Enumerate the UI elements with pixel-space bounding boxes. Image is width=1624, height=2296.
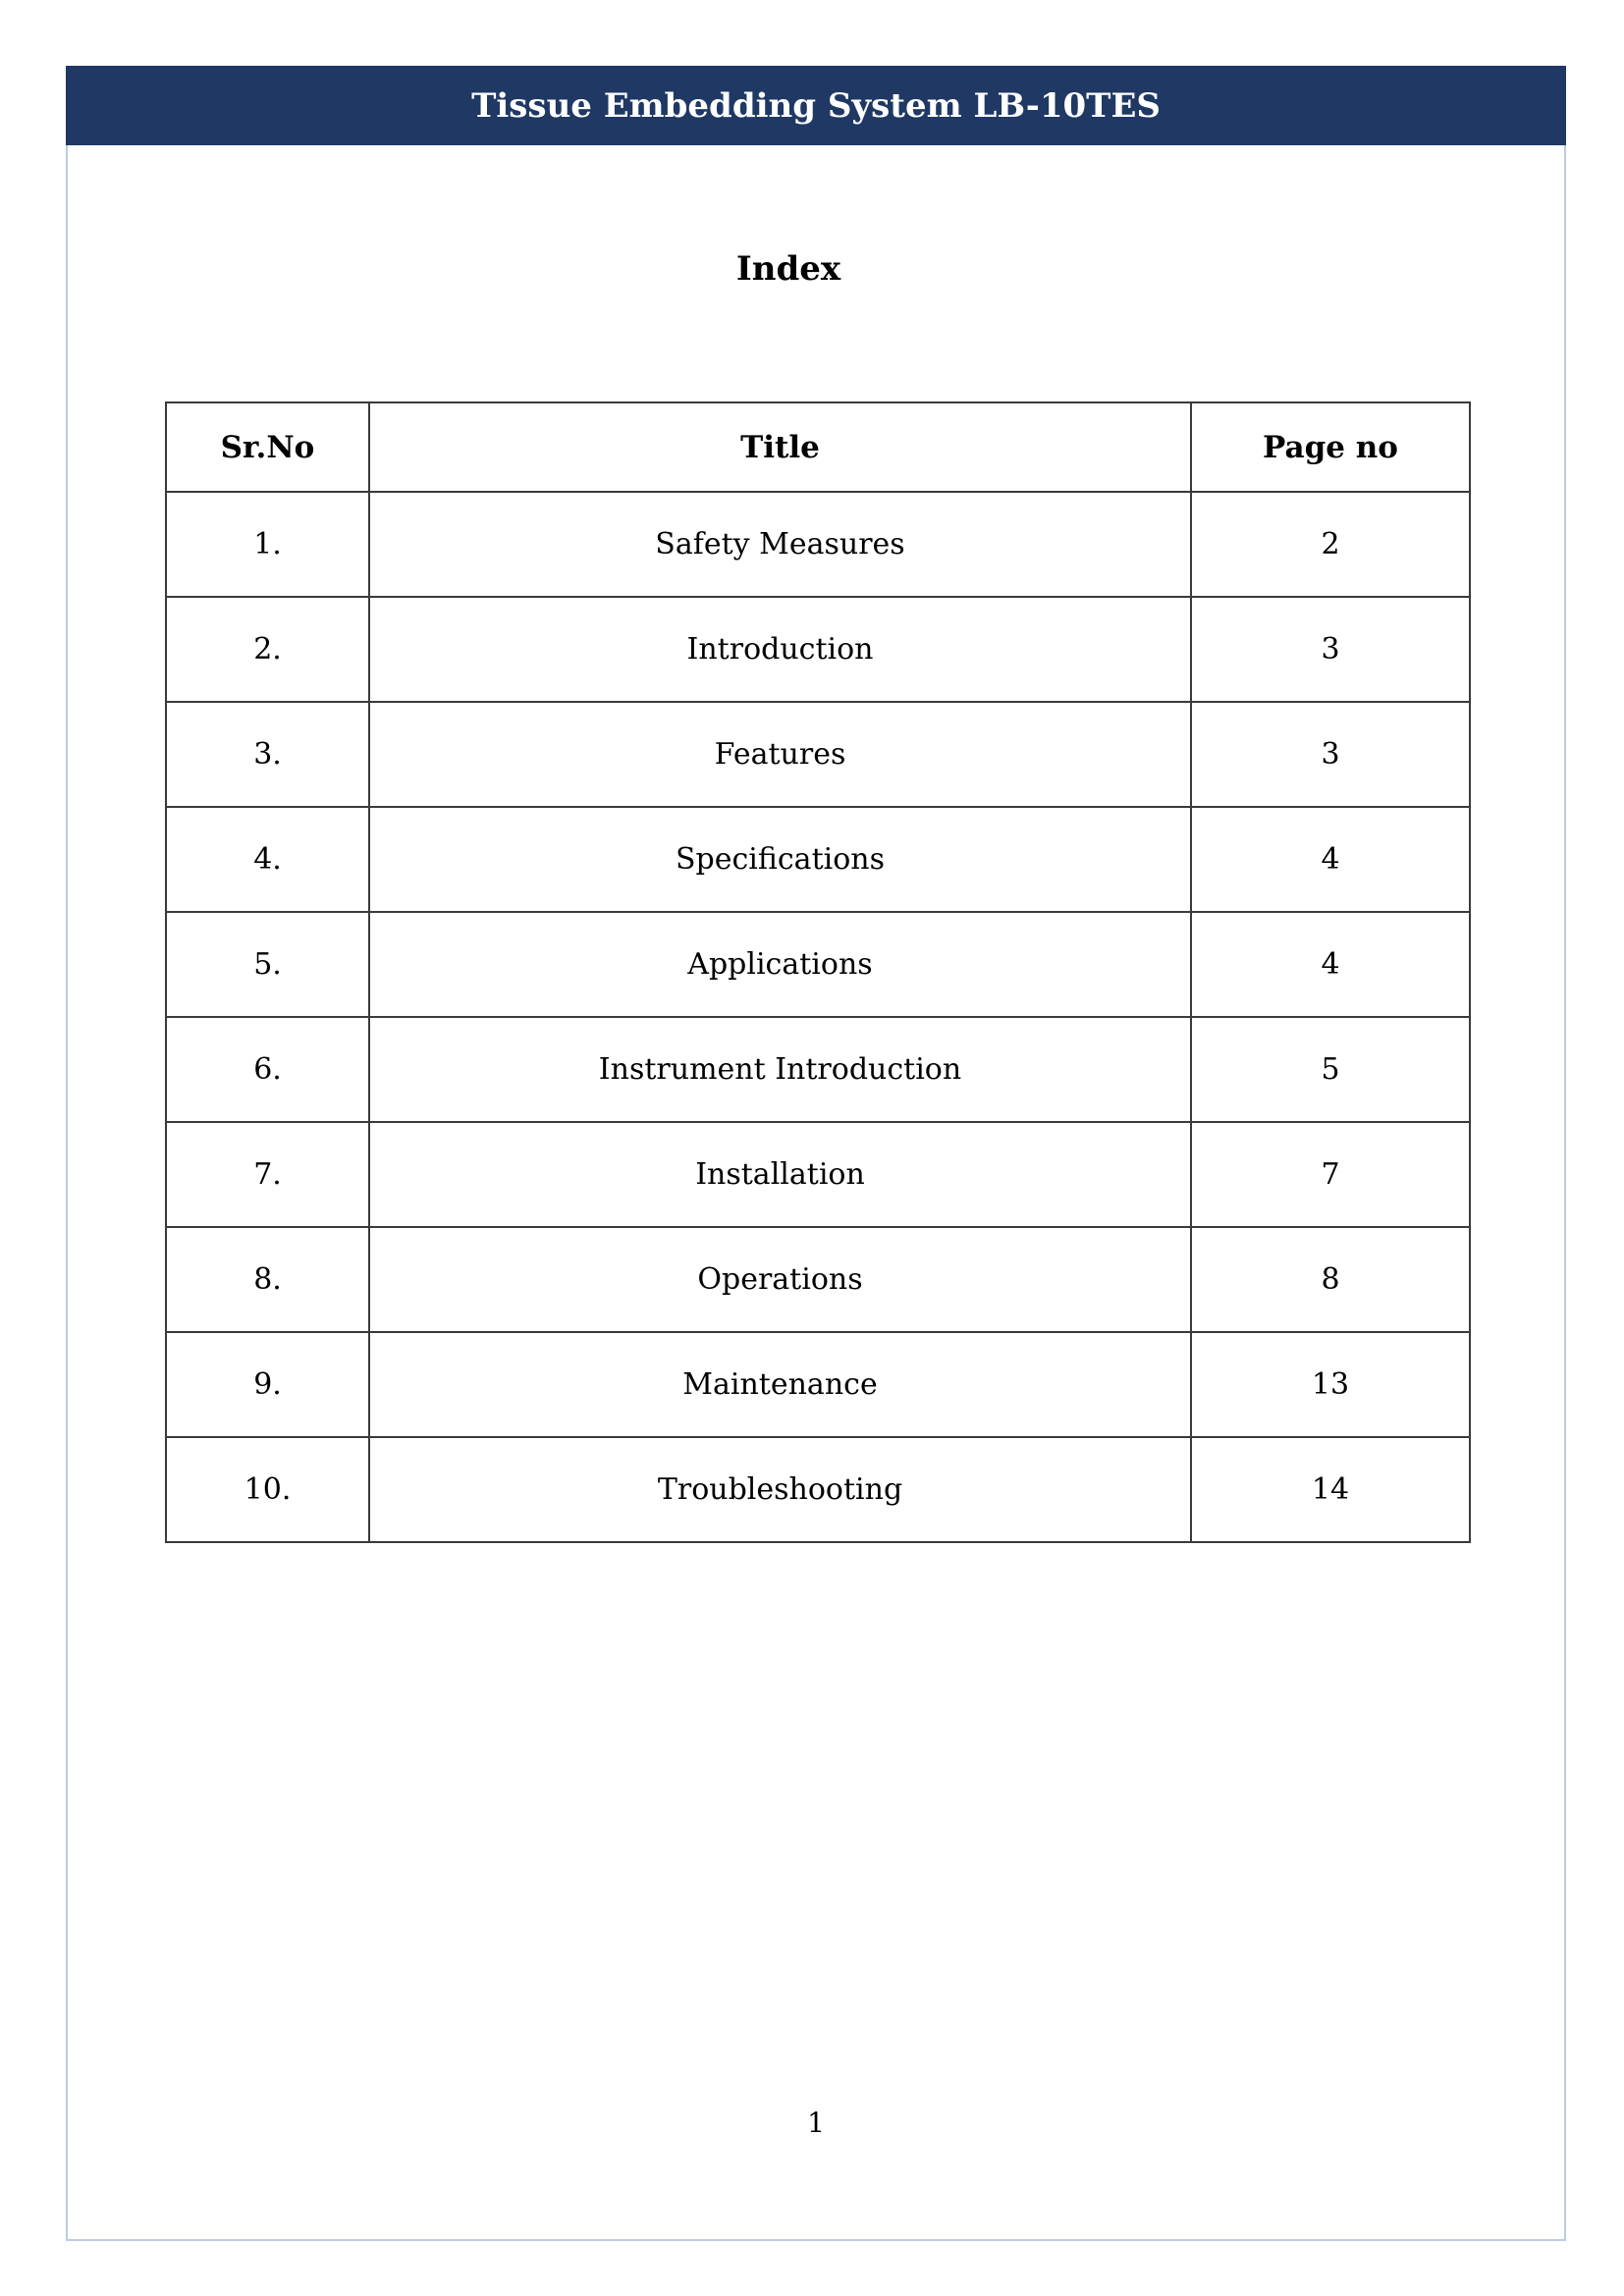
- table-row: [166, 1437, 1470, 1542]
- row-srno: 1.: [166, 492, 369, 597]
- table-row: [166, 1017, 1470, 1122]
- page-title: Index: [735, 249, 841, 289]
- row-page: 13: [1191, 1332, 1470, 1437]
- row-title: Specifications: [369, 807, 1191, 912]
- row-title: Operations: [369, 1227, 1191, 1332]
- table-row: [166, 1122, 1470, 1227]
- column-header-title: Title: [369, 402, 1191, 492]
- row-page: 5: [1191, 1017, 1470, 1122]
- column-header-page: Page no: [1191, 402, 1470, 492]
- table-row: [166, 807, 1470, 912]
- row-title: Applications: [369, 912, 1191, 1017]
- row-title: Installation: [369, 1122, 1191, 1227]
- row-srno: 4.: [166, 807, 369, 912]
- row-title: Safety Measures: [369, 492, 1191, 597]
- row-page: 4: [1191, 912, 1470, 1017]
- row-title: Features: [369, 702, 1191, 807]
- document-title: Tissue Embedding System LB-10TES: [471, 85, 1161, 126]
- row-srno: 5.: [166, 912, 369, 1017]
- row-srno: 9.: [166, 1332, 369, 1437]
- row-srno: 3.: [166, 702, 369, 807]
- row-srno: 10.: [166, 1437, 369, 1542]
- row-title: Instrument Introduction: [369, 1017, 1191, 1122]
- row-page: 4: [1191, 807, 1470, 912]
- table-row: [166, 492, 1470, 597]
- row-page: 8: [1191, 1227, 1470, 1332]
- table-row: [166, 912, 1470, 1017]
- row-srno: 8.: [166, 1227, 369, 1332]
- table-row: [166, 1332, 1470, 1437]
- row-page: 2: [1191, 492, 1470, 597]
- row-srno: 2.: [166, 597, 369, 702]
- table-header-row: [166, 402, 1470, 492]
- document-header: [66, 66, 1566, 145]
- row-srno: 7.: [166, 1122, 369, 1227]
- column-header-srno: Sr.No: [166, 402, 369, 492]
- row-page: 7: [1191, 1122, 1470, 1227]
- row-srno: 6.: [166, 1017, 369, 1122]
- table-row: [166, 702, 1470, 807]
- row-title: Troubleshooting: [369, 1437, 1191, 1542]
- row-title: Maintenance: [369, 1332, 1191, 1437]
- index-table: [165, 401, 1471, 1543]
- table-row: [166, 597, 1470, 702]
- table-row: [166, 1227, 1470, 1332]
- page-number: 1: [807, 2107, 825, 2139]
- row-title: Introduction: [369, 597, 1191, 702]
- row-page: 14: [1191, 1437, 1470, 1542]
- row-page: 3: [1191, 702, 1470, 807]
- row-page: 3: [1191, 597, 1470, 702]
